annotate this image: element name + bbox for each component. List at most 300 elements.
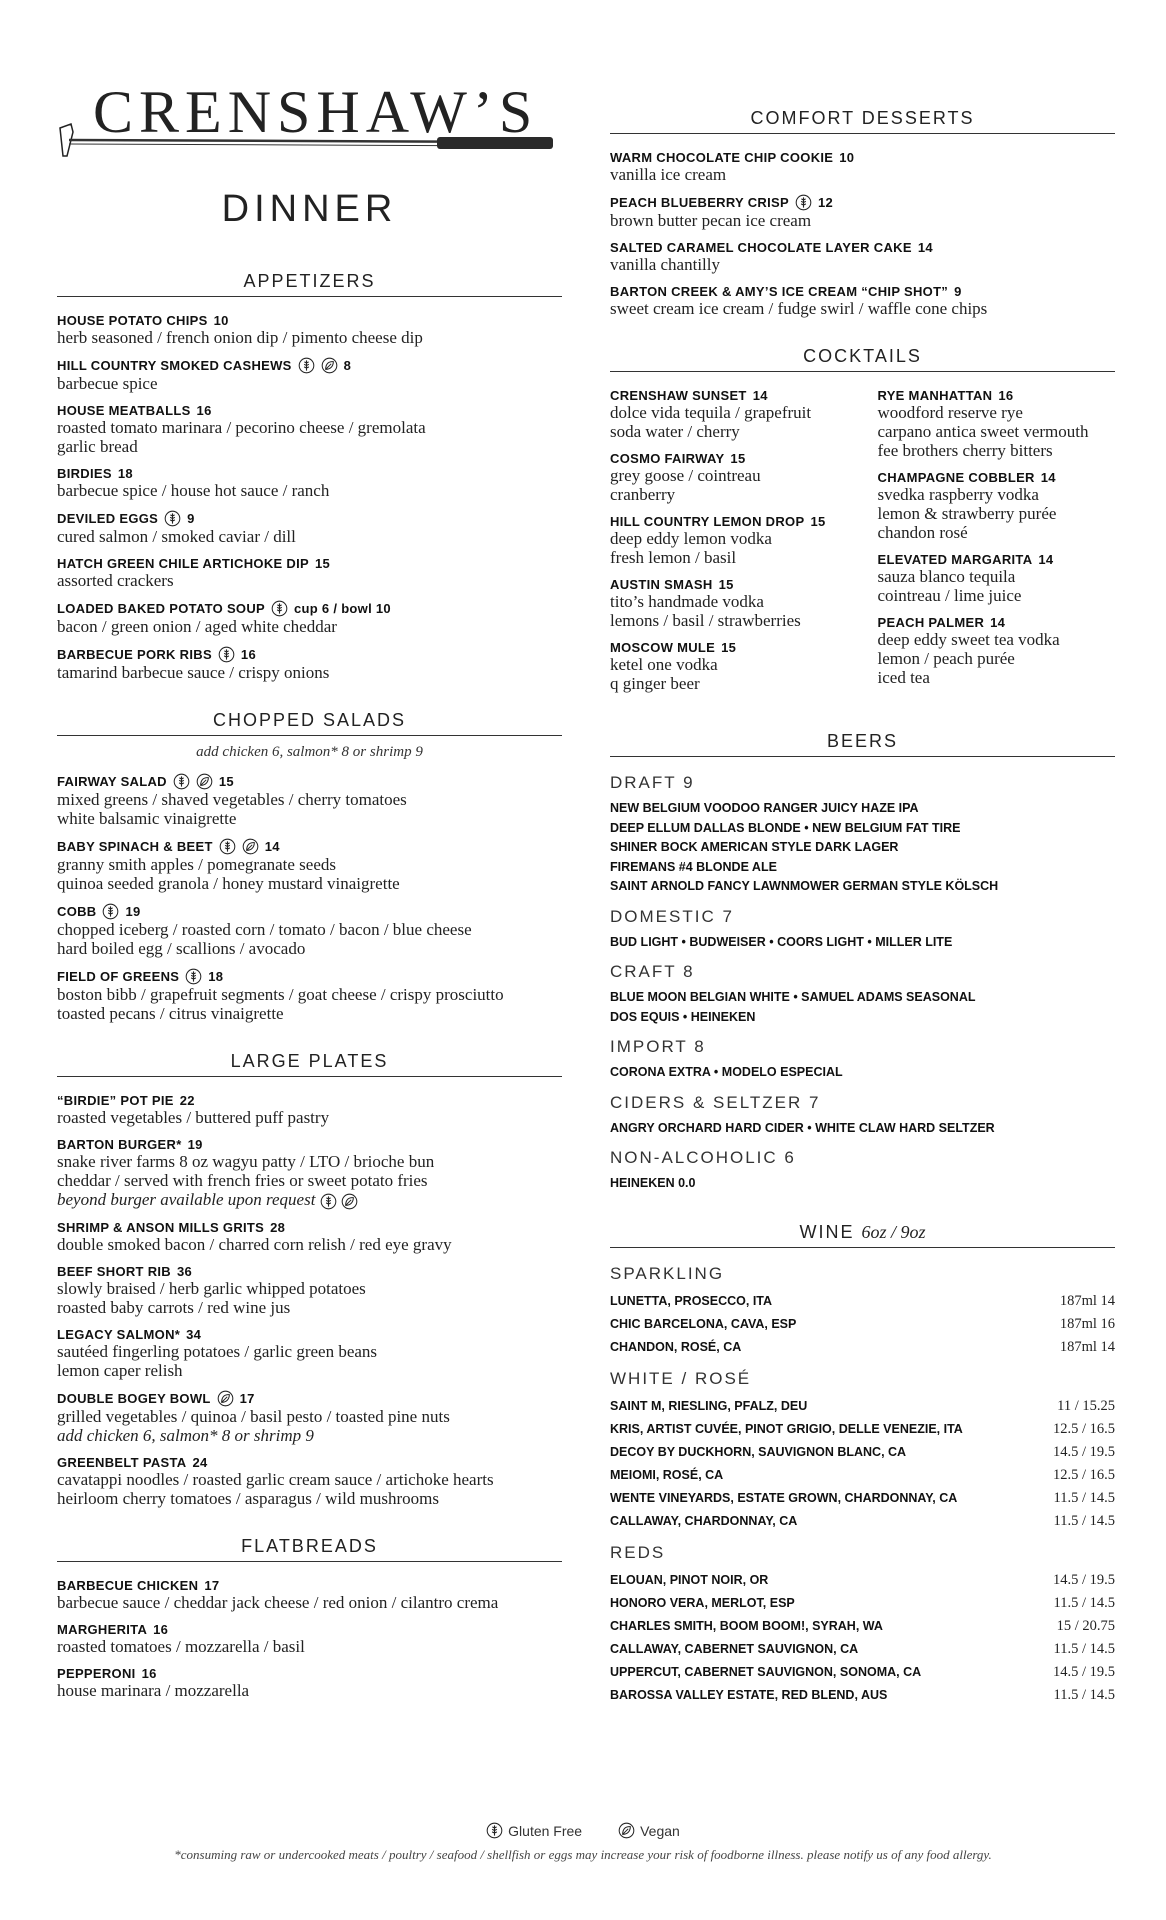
menu-item xyxy=(57,313,562,347)
beer-line: BLUE MOON BELGIAN WHITE • SAMUEL ADAMS SEASONAL xyxy=(610,990,976,1004)
menu-item-name: HOUSE MEATBALLS xyxy=(57,403,191,418)
menu-item-name: HILL COUNTRY LEMON DROP xyxy=(610,514,805,529)
menu-item-head xyxy=(878,470,1116,485)
gluten-free-icon xyxy=(102,903,119,920)
appetizers-section xyxy=(57,271,562,682)
menu-item-price: 36 xyxy=(176,1263,193,1279)
menu-item-price: 9 xyxy=(187,511,195,526)
wine-name: DECOY BY DUCKHORN, SAUVIGNON BLANC, CA xyxy=(610,1444,907,1459)
menu-item-price: 19 xyxy=(125,904,141,919)
menu-item-head xyxy=(57,313,562,328)
wine-row xyxy=(610,1592,1115,1615)
beer-group-title: CRAFT 8 xyxy=(610,962,695,981)
menu-item-description: assorted crackers xyxy=(57,571,174,590)
menu-item-head xyxy=(57,466,562,481)
menu-item-description: heirloom cherry tomatoes / asparagus / wild mushrooms xyxy=(57,1488,439,1508)
menu-item-name: FAIRWAY SALAD xyxy=(57,774,167,789)
menu-item-name: RYE MANHATTAN xyxy=(877,388,993,403)
menu-item-description: cheddar / served with french fries or sweet potato fries xyxy=(57,1171,428,1190)
menu-item-description: grey goose / cointreau xyxy=(610,466,761,485)
menu-item xyxy=(878,470,1116,542)
wine-price: 11 / 15.25 xyxy=(1057,1397,1115,1414)
menu-item-price: 15 xyxy=(730,451,746,466)
wine-price: 12.5 / 16.5 xyxy=(1052,1420,1115,1437)
wine-price: 15 / 20.75 xyxy=(1056,1617,1115,1634)
menu-item-head xyxy=(57,357,562,374)
menu-item-name: ELEVATED MARGARITA xyxy=(877,552,1033,567)
dietary-legend xyxy=(0,1822,1166,1839)
menu-item-description: garlic bread xyxy=(57,437,138,456)
menu-item xyxy=(57,1264,562,1317)
menu-item-description: iced tea xyxy=(877,668,930,687)
beer-line: HEINEKEN 0.0 xyxy=(610,1176,696,1190)
menu-item xyxy=(610,640,848,693)
menu-item-name: COBB xyxy=(57,904,97,919)
beers-section xyxy=(610,731,1115,1194)
menu-item-head xyxy=(57,773,562,790)
wine-name: BAROSSA VALLEY ESTATE, RED BLEND, AUS xyxy=(610,1687,888,1702)
cocktails-section xyxy=(610,346,1115,703)
gluten-free-icon xyxy=(164,510,181,527)
wine-row xyxy=(610,1510,1115,1533)
menu-item-description: barbecue sauce / cheddar jack cheese / red onion / cilantro crema xyxy=(57,1592,499,1612)
brand-header xyxy=(57,70,562,188)
menu-item xyxy=(57,1390,562,1445)
beer-group-title: CIDERS & SELTZER 7 xyxy=(610,1092,821,1112)
menu-item-name: FIELD OF GREENS xyxy=(57,969,180,984)
vegan-leaf-icon xyxy=(618,1822,635,1839)
menu-item-description: tamarind barbecue sauce / crispy onions xyxy=(57,663,330,682)
wine-name: WENTE VINEYARDS, ESTATE GROWN, CHARDONNAY, CA xyxy=(610,1490,958,1505)
menu-item-name: BABY SPINACH & BEET xyxy=(57,839,213,854)
wine-title: WINE xyxy=(799,1221,855,1242)
vegan-leaf-icon xyxy=(242,838,259,855)
section-title: APPETIZERS xyxy=(57,271,562,297)
menu-item xyxy=(57,357,562,393)
menu-item-price: 14 xyxy=(752,388,768,403)
menu-item-price: 12 xyxy=(817,195,833,210)
menu-item-description: ketel one vodka xyxy=(610,655,718,674)
menu-item-price: 16 xyxy=(196,403,212,418)
menu-item-head xyxy=(57,1220,562,1235)
menu-item-name: PEPPERONI xyxy=(57,1665,136,1681)
menu-item xyxy=(57,1093,562,1127)
wine-name: UPPERCUT, CABERNET SAUVIGNON, SONOMA, CA xyxy=(610,1664,922,1679)
menu-item xyxy=(57,968,562,1023)
menu-item-name: COSMO FAIRWAY xyxy=(610,451,725,466)
menu-item xyxy=(610,451,848,504)
menu-item-description: roasted baby carrots / red wine jus xyxy=(57,1297,291,1317)
menu-item-head xyxy=(57,838,562,855)
left-column xyxy=(57,70,562,1728)
beer-line: NEW BELGIUM VOODOO RANGER JUICY HAZE IPA xyxy=(610,801,919,815)
flatbreads-section xyxy=(57,1536,562,1700)
menu-item-price: 14 xyxy=(264,839,280,854)
menu-item-price: 34 xyxy=(186,1326,202,1342)
beer-line: CORONA EXTRA • MODELO ESPECIAL xyxy=(610,1065,843,1079)
menu-item-head xyxy=(57,1327,562,1342)
menu-item-head xyxy=(57,1622,562,1637)
menu-item-head xyxy=(610,388,848,403)
menu-item-name: AUSTIN SMASH xyxy=(610,577,713,592)
legend-gf-label: Gluten Free xyxy=(508,1822,583,1839)
legend-vegan-label: Vegan xyxy=(640,1822,680,1839)
vegan-leaf-icon xyxy=(217,1390,234,1407)
gluten-free-icon xyxy=(320,1193,337,1210)
wine-name: CHIC BARCELONA, CAVA, ESP xyxy=(610,1316,797,1331)
menu-item-head xyxy=(610,577,848,592)
menu-item-head xyxy=(57,1578,562,1593)
menu-item-description: grilled vegetables / quinoa / basil pesto / toasted pine nuts xyxy=(57,1406,450,1426)
wine-row xyxy=(610,1464,1115,1487)
menu-item-head xyxy=(57,1455,562,1470)
menu-item-price: 15 xyxy=(721,640,737,655)
wine-row xyxy=(610,1684,1115,1707)
menu-item xyxy=(57,466,562,500)
wine-price: 14.5 / 19.5 xyxy=(1052,1663,1115,1680)
wine-price: 187ml 14 xyxy=(1059,1338,1115,1355)
section-title: BEERS xyxy=(610,731,1115,757)
wine-name: MEIOMI, ROSÉ, CA xyxy=(610,1467,724,1482)
menu-item-price: 18 xyxy=(117,466,133,481)
wine-name: CALLAWAY, CABERNET SAUVIGNON, CA xyxy=(610,1641,859,1656)
menu-item xyxy=(878,388,1116,460)
menu-item xyxy=(57,838,562,893)
menu-item-head xyxy=(57,646,562,663)
gluten-free-icon xyxy=(219,838,236,855)
appetizers-list xyxy=(57,313,562,682)
menu-item-description: cavatappi noodles / roasted garlic cream sauce / artichoke hearts xyxy=(57,1469,494,1489)
menu-item-description: dolce vida tequila / grapefruit xyxy=(610,403,812,422)
menu-item-price: 16 xyxy=(998,388,1014,403)
menu-item-description: barbecue spice / house hot sauce / ranch xyxy=(57,481,330,500)
menu-item-head xyxy=(57,1264,562,1279)
large-plates-section xyxy=(57,1051,562,1508)
menu-item-price: 15 xyxy=(314,556,331,571)
beer-line: BUD LIGHT • BUDWEISER • COORS LIGHT • MILLER LITE xyxy=(610,934,953,949)
menu-item-description: lemons / basil / strawberries xyxy=(610,611,801,630)
menu-item-price: 10 xyxy=(839,150,855,165)
menu-item xyxy=(57,1327,562,1380)
menu-item-head xyxy=(57,556,562,571)
footer xyxy=(0,1822,1166,1863)
right-column xyxy=(610,108,1115,1735)
section-title: FLATBREADS xyxy=(57,1536,562,1562)
menu-item-description: boston bibb / grapefruit segments / goat cheese / crispy prosciutto xyxy=(57,985,504,1004)
menu-item-description: hard boiled egg / scallions / avocado xyxy=(57,939,306,958)
menu-item-description: house marinara / mozzarella xyxy=(57,1680,250,1700)
gluten-free-icon xyxy=(795,194,812,211)
cocktails-grid xyxy=(610,388,1115,703)
gluten-free-icon xyxy=(298,357,315,374)
menu-item-head xyxy=(57,1137,562,1152)
wine-group-title: WHITE / ROSÉ xyxy=(610,1368,752,1388)
menu-item-description: slowly braised / herb garlic whipped potatoes xyxy=(57,1278,366,1298)
menu-item-price: cup 6 / bowl 10 xyxy=(294,601,391,616)
wine-name: SAINT M, RIESLING, PFALZ, DEU xyxy=(610,1398,808,1413)
menu-item-description: granny smith apples / pomegranate seeds xyxy=(57,855,337,874)
wine-price: 12.5 / 16.5 xyxy=(1052,1466,1115,1483)
menu-item-head xyxy=(57,903,562,920)
menu-item-head xyxy=(57,1666,562,1681)
salads-add-note: add chicken 6, salmon* 8 or shrimp 9 xyxy=(196,744,423,760)
section-title: LARGE PLATES xyxy=(57,1051,562,1077)
menu-item-description: vanilla ice cream xyxy=(610,165,727,184)
menu-item-price: 22 xyxy=(179,1093,195,1108)
menu-item-price: 15 xyxy=(218,774,234,789)
gluten-free-icon xyxy=(486,1822,503,1839)
wine-sizes: 6oz / 9oz xyxy=(861,1221,926,1242)
menu-item-description: cured salmon / smoked caviar / dill xyxy=(57,527,296,546)
menu-item-description: chopped iceberg / roasted corn / tomato / bacon / blue cheese xyxy=(57,920,472,939)
menu-item-name: DOUBLE BOGEY BOWL xyxy=(57,1390,211,1406)
menu-item-description: lemon & strawberry purée xyxy=(877,504,1057,523)
menu-item-name: WARM CHOCOLATE CHIP COOKIE xyxy=(610,150,834,165)
menu-item xyxy=(57,1137,562,1210)
menu-item-name: LEGACY SALMON* xyxy=(57,1326,181,1342)
gluten-free-icon xyxy=(185,968,202,985)
menu-item-name: HATCH GREEN CHILE ARTICHOKE DIP xyxy=(57,556,309,571)
menu-item xyxy=(57,403,562,456)
vegan-leaf-icon xyxy=(321,357,338,374)
menu-item-price: 15 xyxy=(718,577,734,592)
wine-groups xyxy=(610,1264,1115,1707)
menu-item-price: 8 xyxy=(343,358,352,373)
menu-item-description: lemon caper relish xyxy=(57,1360,183,1380)
wine-name: CHARLES SMITH, BOOM BOOM!, SYRAH, WA xyxy=(610,1618,883,1633)
beer-group-title: IMPORT 8 xyxy=(610,1037,706,1056)
beer-line: FIREMANS #4 BLONDE ALE xyxy=(610,859,777,874)
menu-item xyxy=(57,510,562,546)
menu-item-head xyxy=(57,968,562,985)
section-title: COCKTAILS xyxy=(610,346,1115,372)
menu-item-description: white balsamic vinaigrette xyxy=(57,809,237,828)
wine-price: 11.5 / 14.5 xyxy=(1053,1686,1115,1703)
beer-group-title: DOMESTIC 7 xyxy=(610,906,734,926)
menu-item-description: roasted vegetables / buttered puff pastry xyxy=(57,1108,330,1127)
menu-item-description: roasted tomatoes / mozzarella / basil xyxy=(57,1636,305,1656)
wine-name: KRIS, ARTIST CUVÉE, PINOT GRIGIO, DELLE VENEZIE, ITA xyxy=(610,1421,963,1436)
menu-item-head xyxy=(610,240,1115,255)
menu-item-description: roasted tomato marinara / pecorino cheese / gremolata xyxy=(57,418,426,437)
menu-item xyxy=(57,556,562,590)
gluten-free-icon xyxy=(173,773,190,790)
menu-item-price: 28 xyxy=(270,1219,286,1235)
beer-groups xyxy=(610,773,1115,1194)
menu-item-description: snake river farms 8 oz wagyu patty / LTO / brioche bun xyxy=(57,1152,435,1171)
legend-gluten-free xyxy=(486,1822,582,1839)
wine-row xyxy=(610,1487,1115,1510)
menu-item-description: woodford reserve rye xyxy=(877,403,1023,422)
menu-item-price: 14 xyxy=(990,615,1006,630)
menu-item-description xyxy=(57,1190,562,1210)
wine-price: 187ml 16 xyxy=(1059,1315,1115,1332)
menu-title: DINNER xyxy=(221,188,398,230)
wine-row xyxy=(610,1313,1115,1336)
desserts-list xyxy=(610,150,1115,318)
wine-price: 14.5 / 19.5 xyxy=(1052,1443,1115,1460)
wine-row xyxy=(610,1336,1115,1359)
wine-row xyxy=(610,1418,1115,1441)
menu-item-name: DEVILED EGGS xyxy=(57,511,159,526)
menu-item-name: MARGHERITA xyxy=(57,1621,148,1637)
wine-name: CHANDON, ROSÉ, CA xyxy=(610,1339,742,1354)
menu-item-price: 16 xyxy=(240,647,256,662)
menu-item-note: add chicken 6, salmon* 8 or shrimp 9 xyxy=(57,1425,314,1445)
menu-item-description: sautéed fingerling potatoes / garlic green beans xyxy=(57,1341,378,1361)
menu-item xyxy=(610,388,848,441)
menu-item-description: lemon / peach purée xyxy=(877,649,1015,668)
menu-item-description: mixed greens / shaved vegetables / cherry tomatoes xyxy=(57,790,407,809)
menu-item xyxy=(57,1622,562,1656)
wine-price: 14.5 / 19.5 xyxy=(1052,1571,1115,1588)
menu-item-name: HOUSE POTATO CHIPS xyxy=(57,313,208,328)
wine-group-title: REDS xyxy=(610,1542,666,1562)
menu-item-head xyxy=(610,284,1115,299)
flatbreads-list xyxy=(57,1578,562,1700)
menu-item xyxy=(57,1666,562,1700)
menu-item-description: fee brothers cherry bitters xyxy=(877,441,1053,460)
menu-item-name: MOSCOW MULE xyxy=(610,640,716,655)
wine-row xyxy=(610,1569,1115,1592)
menu-item-name: HILL COUNTRY SMOKED CASHEWS xyxy=(57,358,292,373)
menu-item-description: barbecue spice xyxy=(57,374,158,393)
menu-item-price: 14 xyxy=(1040,470,1056,485)
menu-item-name: BARBECUE PORK RIBS xyxy=(57,647,212,662)
menu-item-price: 14 xyxy=(1038,552,1054,567)
menu-item-price: 15 xyxy=(810,514,826,529)
menu-item-name: “BIRDIE” POT PIE xyxy=(57,1093,174,1108)
wine-row xyxy=(610,1615,1115,1638)
menu-item-head xyxy=(610,194,1115,211)
menu-item xyxy=(878,552,1116,605)
wine-row xyxy=(610,1638,1115,1661)
menu-item-description: cranberry xyxy=(610,485,676,504)
beer-line: DEEP ELLUM DALLAS BLONDE • NEW BELGIUM FAT TIRE xyxy=(610,820,961,835)
menu-item-name: SALTED CARAMEL CHOCOLATE LAYER CAKE xyxy=(610,240,912,255)
menu-item-name: CHAMPAGNE COBBLER xyxy=(877,470,1035,485)
menu-item-head xyxy=(610,514,848,529)
menu-item xyxy=(57,1455,562,1508)
menu-item-name: PEACH BLUEBERRY CRISP xyxy=(610,195,789,210)
menu-item xyxy=(610,514,848,567)
menu-item-head xyxy=(610,150,1115,165)
menu-item-description: carpano antica sweet vermouth xyxy=(877,422,1089,441)
menu-item xyxy=(610,240,1115,274)
wine-price: 11.5 / 14.5 xyxy=(1053,1594,1115,1611)
menu-item xyxy=(610,150,1115,184)
menu-item xyxy=(57,1220,562,1254)
menu-item-price: 16 xyxy=(153,1621,169,1637)
wine-name: ELOUAN, PINOT NOIR, OR xyxy=(610,1572,769,1587)
desserts-section xyxy=(610,108,1115,318)
menu-item-description: fresh lemon / basil xyxy=(610,548,737,567)
beer-group-title: DRAFT 9 xyxy=(610,773,695,792)
menu-item xyxy=(878,615,1116,687)
menu-item xyxy=(57,646,562,682)
beer-line: ANGRY ORCHARD HARD CIDER • WHITE CLAW HARD SELTZER xyxy=(610,1120,995,1135)
menu-item-name: LOADED BAKED POTATO SOUP xyxy=(57,601,265,616)
menu-item-head xyxy=(878,615,1116,630)
menu-item-price: 17 xyxy=(204,1577,220,1593)
wine-row xyxy=(610,1395,1115,1418)
wine-price: 187ml 14 xyxy=(1059,1292,1115,1309)
menu-item-description: vanilla chantilly xyxy=(610,255,720,274)
menu-item-description: deep eddy lemon vodka xyxy=(610,529,772,548)
menu-item xyxy=(610,577,848,630)
gluten-free-icon xyxy=(271,600,288,617)
menu-item-head xyxy=(878,552,1116,567)
menu-item-head xyxy=(57,600,562,617)
menu-item xyxy=(610,194,1115,230)
menu-item xyxy=(57,600,562,636)
menu-item-name: BEEF SHORT RIB xyxy=(57,1263,171,1279)
brand-name: CRENSHAW’S xyxy=(93,79,539,145)
menu-item-description: chandon rosé xyxy=(877,523,968,542)
section-title xyxy=(610,1222,1115,1248)
menu-item-price: 16 xyxy=(141,1665,157,1681)
cocktails-right-list xyxy=(878,388,1116,703)
menu-item-description: herb seasoned / french onion dip / pimento cheese dip xyxy=(57,328,423,347)
menu-item-description: toasted pecans / citrus vinaigrette xyxy=(57,1004,284,1023)
large-plates-list xyxy=(57,1093,562,1508)
vegan-leaf-icon xyxy=(196,773,213,790)
menu-item-price: 9 xyxy=(954,284,962,299)
menu-item-name: BARBECUE CHICKEN xyxy=(57,1577,199,1593)
menu-item xyxy=(57,1578,562,1612)
menu-item-price: 18 xyxy=(208,969,224,984)
beer-group-title: NON-ALCOHOLIC 6 xyxy=(610,1148,796,1167)
menu-item-note: beyond burger available upon request xyxy=(57,1190,316,1209)
menu-item-name: BARTON BURGER* xyxy=(57,1137,182,1152)
menu-item-price: 17 xyxy=(239,1390,255,1406)
menu-item-head xyxy=(57,403,562,418)
wine-price: 11.5 / 14.5 xyxy=(1053,1489,1115,1506)
menu-item-head xyxy=(57,1093,562,1108)
menu-item-description: sweet cream ice cream / fudge swirl / waffle cone chips xyxy=(610,299,988,318)
menu-item-head xyxy=(57,1390,562,1407)
menu-item-name: GREENBELT PASTA xyxy=(57,1454,187,1470)
menu-item xyxy=(610,284,1115,318)
menu-item-name: SHRIMP & ANSON MILLS GRITS xyxy=(57,1219,265,1235)
legend-vegan xyxy=(618,1822,680,1839)
menu-item-head xyxy=(610,451,848,466)
menu-item-price: 24 xyxy=(192,1454,208,1470)
menu-item-description: soda water / cherry xyxy=(610,422,740,441)
menu-item-price: 10 xyxy=(213,313,229,328)
wine-price: 11.5 / 14.5 xyxy=(1053,1512,1115,1529)
wine-row xyxy=(610,1661,1115,1684)
menu-item-description: q ginger beer xyxy=(610,674,700,693)
wine-name: CALLAWAY, CHARDONNAY, CA xyxy=(610,1513,798,1528)
vegan-leaf-icon xyxy=(341,1193,358,1210)
menu-item-description: bacon / green onion / aged white cheddar xyxy=(57,617,337,636)
menu-item-description: quinoa seeded granola / honey mustard vinaigrette xyxy=(57,874,400,893)
salads-list xyxy=(57,773,562,1023)
menu-item-price: 19 xyxy=(187,1137,203,1152)
menu-item-description: brown butter pecan ice cream xyxy=(610,211,812,230)
wine-price: 11.5 / 14.5 xyxy=(1053,1640,1115,1657)
menu-item-price: 14 xyxy=(917,240,933,255)
beer-line: SAINT ARNOLD FANCY LAWNMOWER GERMAN STYLE KÖLSCH xyxy=(610,879,999,893)
cocktails-left-list xyxy=(610,388,848,703)
wine-name: LUNETTA, PROSECCO, ITA xyxy=(610,1293,773,1308)
beer-line: DOS EQUIS • HEINEKEN xyxy=(610,1009,756,1024)
menu-item xyxy=(57,773,562,828)
menu-item-name: BIRDIES xyxy=(57,466,112,481)
wine-row xyxy=(610,1290,1115,1313)
wine-name: HONORO VERA, MERLOT, ESP xyxy=(610,1595,795,1610)
